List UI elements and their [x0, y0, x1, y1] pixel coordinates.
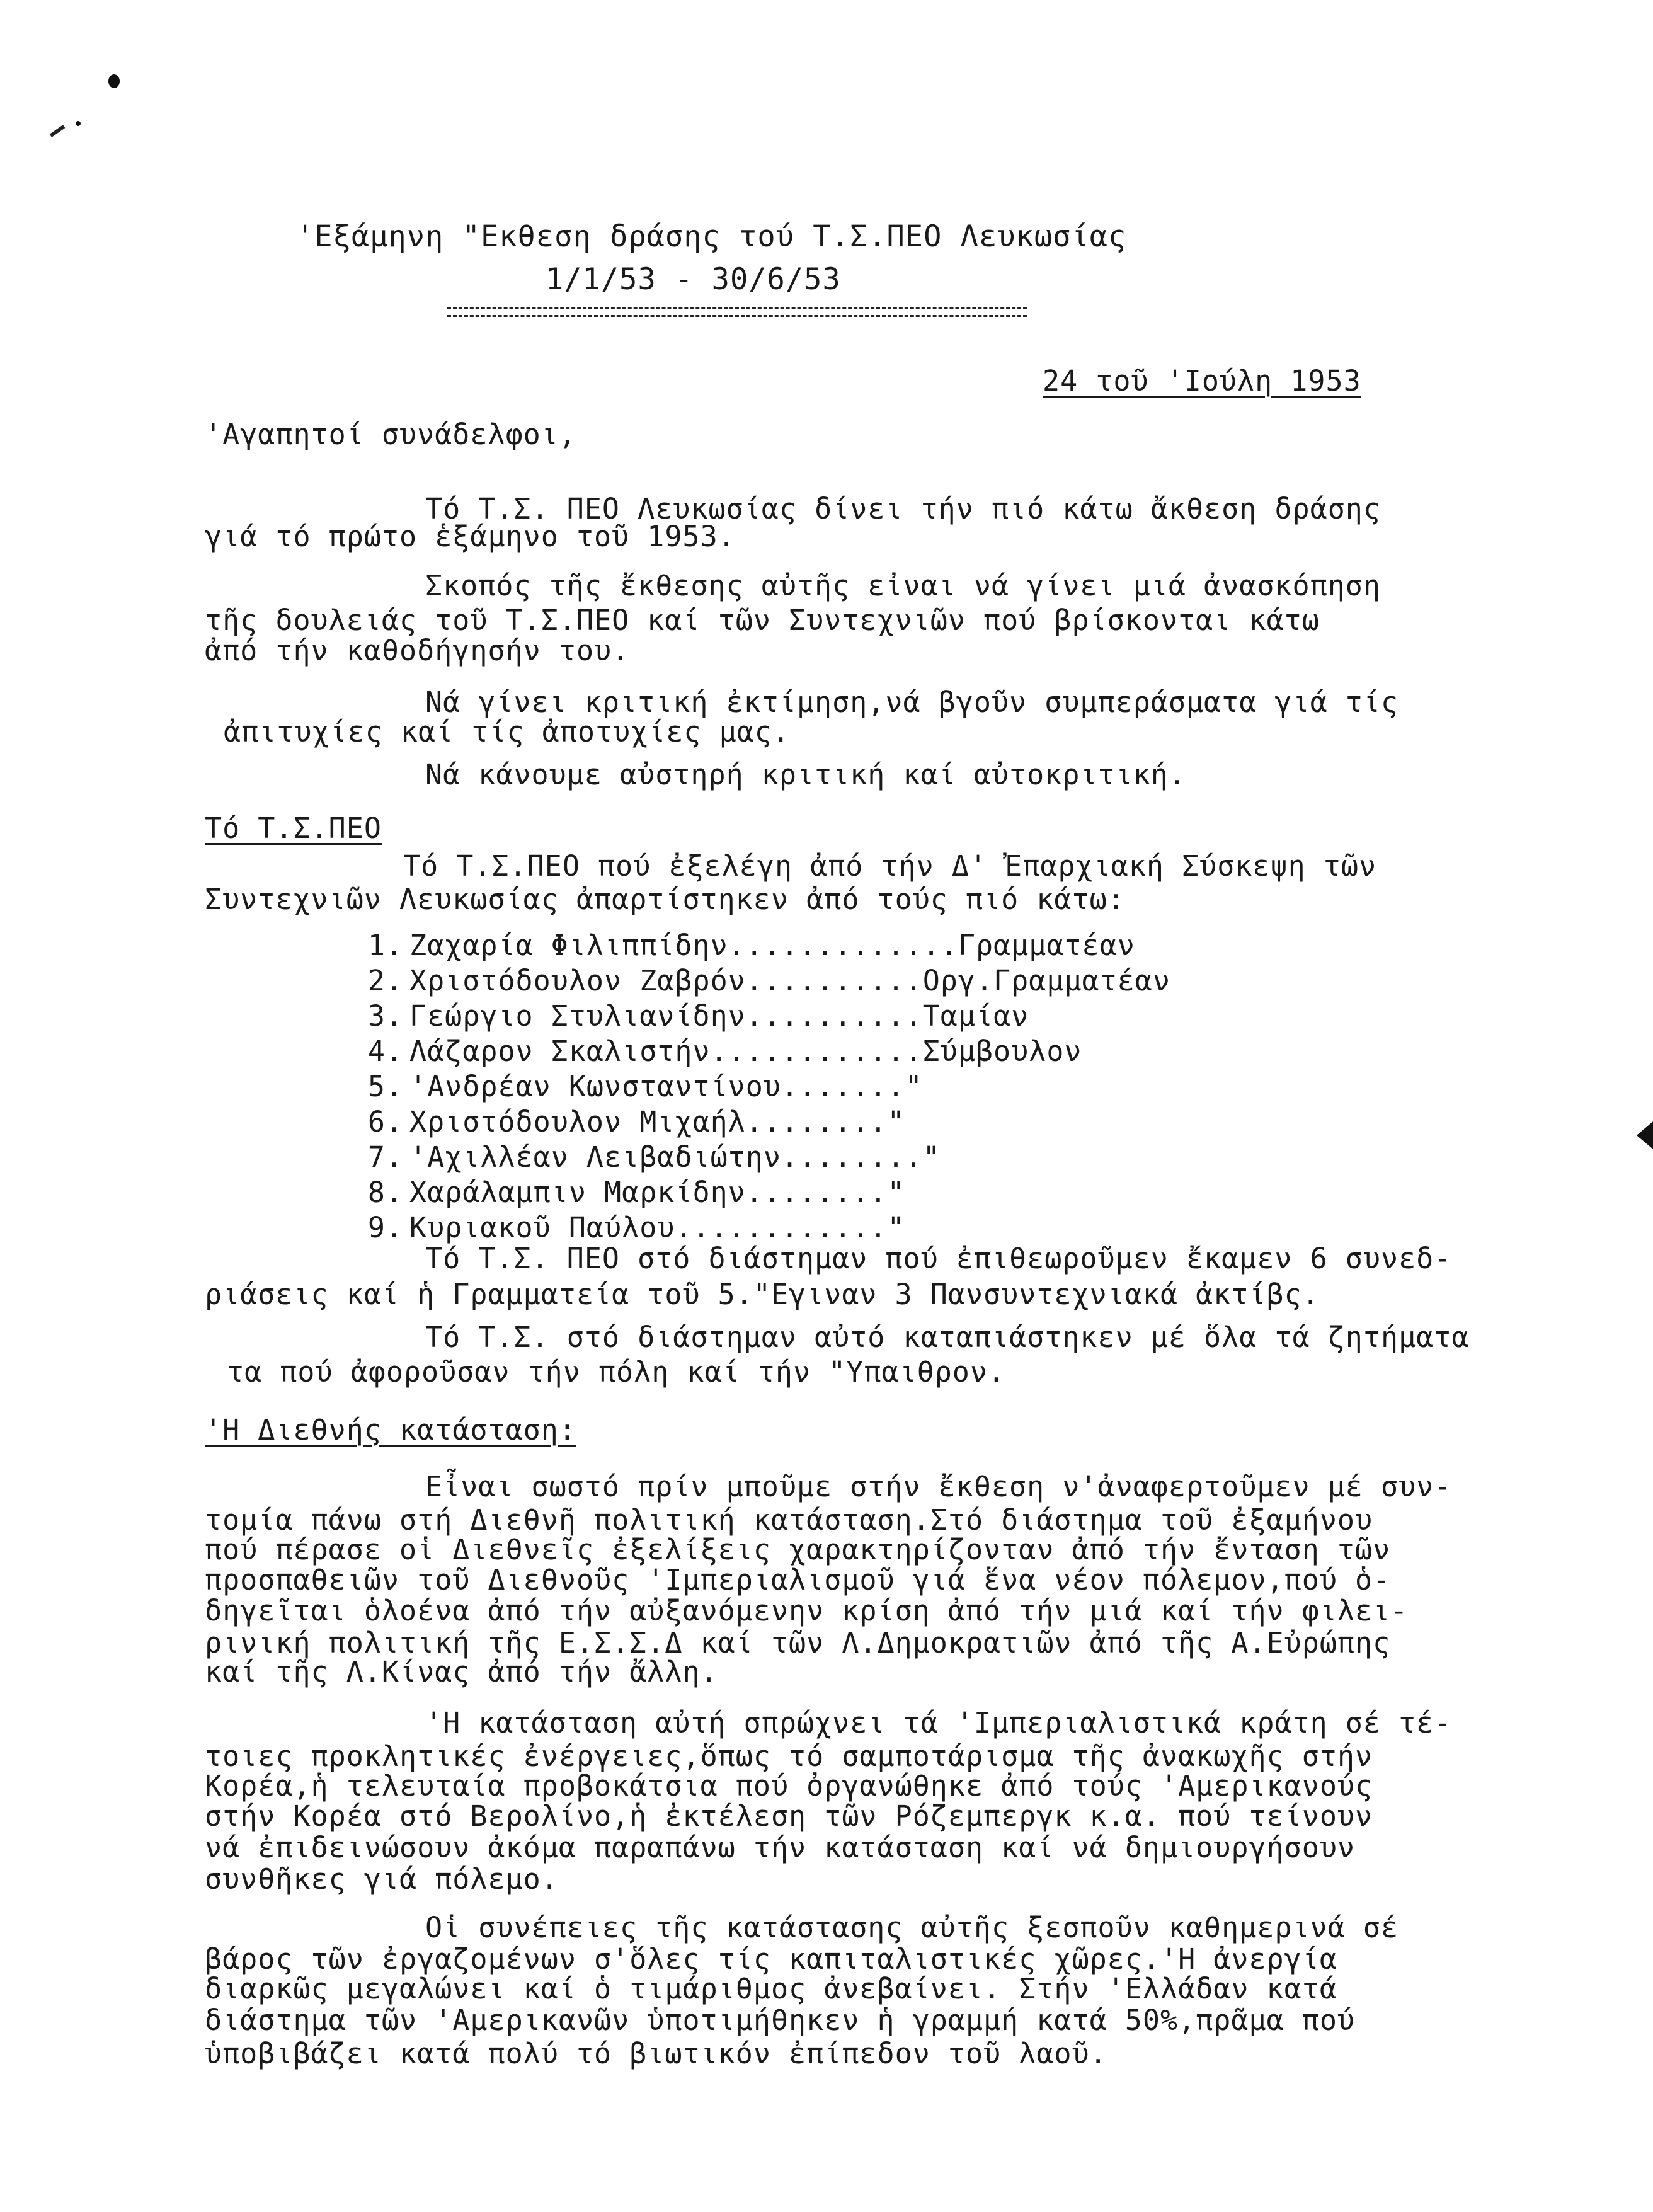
intro-line: Τό Τ.Σ. ΠΕΟ Λευκωσίας δίνει τήν πιό κάτω ἄκθεση δράσης	[425, 492, 1381, 525]
intro-line: γιά τό πρώτο ἑξάμηνο τοῦ 1953.	[205, 520, 736, 553]
member-row: 8. Χαράλαμπιν Μαρκίδην........"	[367, 1176, 905, 1209]
section2-line: τοιες προκλητικές ἐνέργειες,ὅπως τό σαμποτάρισμα τῆς ἀνακωχῆς στήν	[205, 1739, 1373, 1773]
report-date: 24 τοῦ 'Ιούλη 1953	[1043, 364, 1361, 398]
section2-line: Οἱ συνέπειες τῆς κατάστασης αὐτῆς ξεσποῦν καθημερινά σέ	[425, 1911, 1399, 1944]
scan-edge-mark	[1637, 1121, 1653, 1149]
section2-line: διαρκῶς μεγαλώνει καί ὁ τιμάριθμος ἀνεβαίνει. Στήν 'Ελλάδαν κατά	[205, 1972, 1337, 2005]
member-row: 5. 'Ανδρέαν Κωνσταντίνου......."	[367, 1070, 923, 1103]
section1-after-line: Τό Τ.Σ. στό διάστημαν αὐτό καταπιάστηκεν μέ ὅλα τά ζητήματα	[425, 1321, 1470, 1354]
intro-line: Νά γίνει κριτική ἐκτίμηση,νά βγοῦν συμπεράσματα γιά τίς	[425, 685, 1399, 719]
section2-line: βάρος τῶν ἐργαζομένων σ'ὅλες τίς καπιταλιστικές χῶρες.'Η ἀνεργία	[205, 1942, 1337, 1976]
intro-line: Σκοπός τῆς ἔκθεσης αὐτῆς εἰναι νά γίνει μιά ἀνασκόπηση	[425, 569, 1381, 602]
section2-line: πού πέρασε οἱ Διεθνεῖς ἐξελίξεις χαρακτηρίζονταν ἀπό τήν ἔνταση τῶν	[205, 1533, 1391, 1566]
section2-line: ὑποβιβάζει κατά πολύ τό βιωτικόν ἐπίπεδον τοῦ λαοῦ.	[205, 2037, 1107, 2070]
member-row: 4. Λάζαρον Σκαλιστήν............Σύμβουλον	[367, 1034, 1082, 1068]
section1-after-line: Τό Τ.Σ. ΠΕΟ στό διάστημαν πού ἐπιθεωροῦμεν ἔκαμεν 6 συνεδ-	[425, 1242, 1452, 1275]
section2-line: Εἶναι σωστό πρίν μποῦμε στήν ἔκθεση ν'ἀναφερτοῦμεν μέ συν-	[425, 1470, 1452, 1503]
report-period: 1/1/53 - 30/6/53	[546, 262, 841, 297]
section2-line: καί τῆς Λ.Κίνας ἀπό τήν ἄλλη.	[205, 1655, 718, 1688]
scan-speck	[108, 74, 120, 88]
section-heading-international: 'Η Διεθνής κατάσταση:	[205, 1413, 576, 1447]
members-list	[340, 928, 1170, 1246]
report-title: 'Εξάμηνη "Εκθεση δράσης τού Τ.Σ.ΠΕΟ Λευκωσίας	[296, 219, 1127, 254]
title-underline	[447, 307, 1027, 317]
section1-line: Συντεχνιῶν Λευκωσίας ἀπαρτίστηκεν ἀπό τούς πιό κάτω:	[205, 883, 1125, 916]
member-row: 3. Γεώργιο Στυλιανίδην..........Ταμίαν	[367, 999, 1029, 1033]
section2-line: διάστημα τῶν 'Αμερικανῶν ὑποτιμήθηκεν ἡ γραμμή κατά 50%,πρᾶμα πού	[205, 2003, 1355, 2037]
section1-line: Τό Τ.Σ.ΠΕΟ πού ἐξελέγη ἀπό τήν Δ' Ἐπαρχιακή Σύσκεψη τῶν	[403, 849, 1377, 883]
member-row: 7. 'Αχιλλέαν Λειβαδιώτην........"	[367, 1140, 941, 1174]
section2-line: συνθῆκες γιά πόλεμο.	[205, 1862, 559, 1896]
section2-line: προσπαθειῶν τοῦ Διεθνοῦς 'Ιμπεριαλισμοῦ γιά ἕνα νέον πόλεμον,πού ὁ-	[205, 1563, 1391, 1596]
member-row: 1. Ζαχαρία Φιλιππίδην.............Γραμματέαν	[367, 929, 1135, 962]
section2-line: τομία πάνω στή Διεθνῆ πολιτική κατάσταση.Στό διάστημα τοῦ ἐξαμήνου	[205, 1503, 1373, 1537]
intro-line: ἀπό τήν καθοδήγησήν του.	[205, 634, 630, 667]
intro-line: τῆς δουλειάς τοῦ Τ.Σ.ΠΕΟ καί τῶν Συντεχνιῶν πού βρίσκονται κάτω	[205, 604, 1320, 637]
section2-line: ρινική πολιτική τῆς Ε.Σ.Σ.Δ καί τῶν Λ.Δημοκρατιῶν ἀπό τῆς Α.Εὐρώπης	[205, 1626, 1391, 1659]
member-row: 9. Κυριακοῦ Παύλου............"	[367, 1211, 905, 1244]
section-heading-ts-peo: Τό Τ.Σ.ΠΕΟ	[205, 811, 382, 845]
section1-after-line: τα πού ἀφοροῦσαν τήν πόλη καί τήν "Υπαιθρον.	[227, 1355, 1006, 1389]
scan-speck	[76, 121, 81, 126]
section2-line: Κορέα,ἡ τελευταία προβοκάτσια πού ὀργανώθηκε ἀπό τούς 'Αμερικανούς	[205, 1769, 1373, 1802]
section2-line: 'Η κατάσταση αὐτή σπρώχνει τά 'Ιμπεριαλιστικά κράτη σέ τέ-	[425, 1706, 1452, 1739]
scan-speck	[50, 125, 66, 137]
section2-line: νά ἐπιδεινώσουν ἀκόμα παραπάνω τήν κατάσταση καί νά δημιουργήσουν	[205, 1831, 1355, 1864]
section2-line: δηγεῖται ὁλοένα ἀπό τήν αὐξανόμενην κρίση ἀπό τήν μιά καί τήν φιλει-	[205, 1594, 1409, 1627]
member-row: 6. Χριστόδουλον Μιχαήλ........"	[367, 1105, 905, 1138]
intro-line: ἀπιτυχίες καί τίς ἀποτυχίες μας.	[224, 715, 790, 748]
member-row: 2. Χριστόδουλον Ζαβρόν..........Οργ.Γραμματέαν	[367, 964, 1170, 997]
section2-line: στήν Κορέα στό Βερολίνο,ἡ ἐκτέλεση τῶν Ρόζεμπεργκ κ.α. πού τείνουν	[205, 1799, 1373, 1833]
section1-after-line: ριάσεις καί ἡ Γραμματεία τοῦ 5."Εγιναν 3 Πανσυντεχνιακά ἀκτίβς.	[205, 1278, 1320, 1311]
intro-line: Νά κάνουμε αὐστηρή κριτική καί αὐτοκριτική.	[425, 758, 1186, 791]
salutation: 'Αγαπητοί συνάδελφοι,	[205, 418, 576, 451]
